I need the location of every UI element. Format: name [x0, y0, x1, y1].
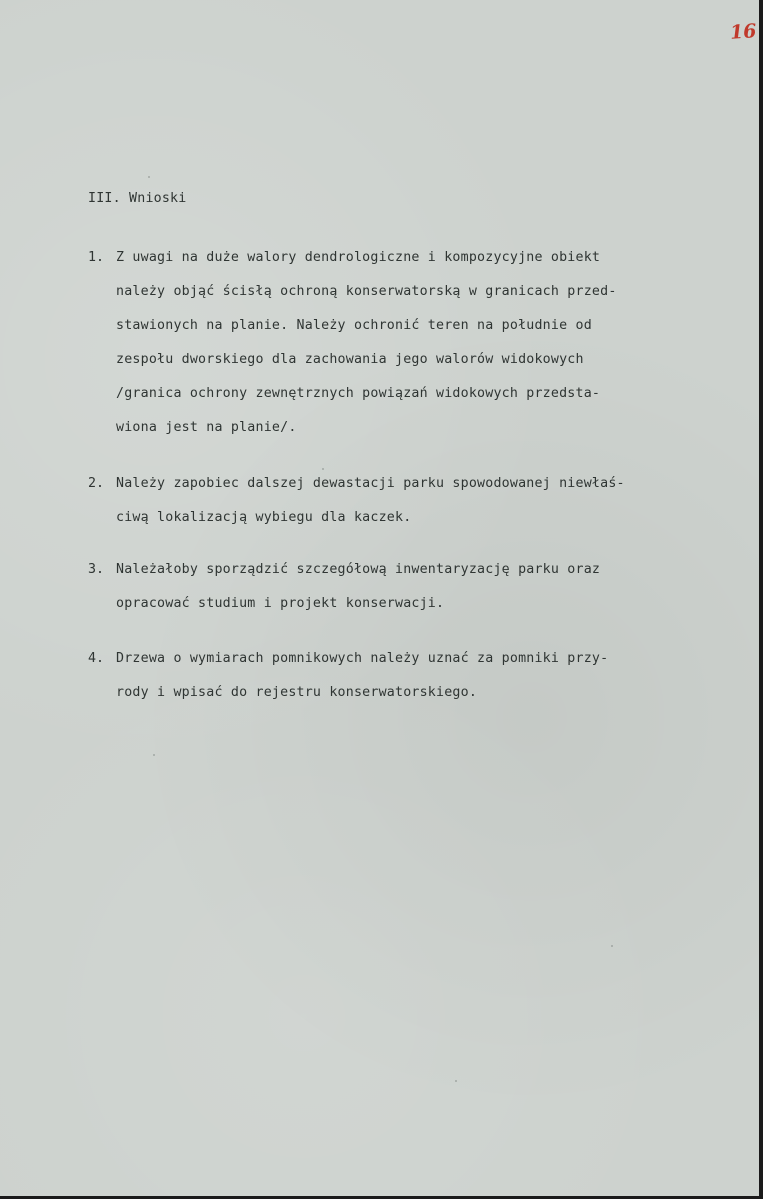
- list-item-line: Należy zapobiec dalszej dewastacji parku spowodowanej niewłaś-: [116, 476, 625, 491]
- list-item-line: stawionych na planie. Należy ochronić teren na południe od: [116, 318, 592, 333]
- list-item-line: Należałoby sporządzić szczegółową inwentaryzację parku oraz: [116, 562, 601, 577]
- list-item-line: opracować studium i projekt konserwacji.: [116, 596, 445, 611]
- list-item-line: wiona jest na planie/.: [116, 420, 297, 435]
- paper-speck: [611, 945, 613, 947]
- paper-speck: [153, 754, 155, 756]
- list-item-line: rody i wpisać do rejestru konserwatorskiego.: [116, 685, 478, 700]
- list-item-number: 1.: [88, 250, 105, 265]
- list-item-line: Z uwagi na duże walory dendrologiczne i kompozycyjne obiekt: [116, 250, 601, 265]
- list-item-line: /granica ochrony zewnętrznych powiązań widokowych przedsta-: [116, 386, 601, 401]
- list-item-line: należy objąć ścisłą ochroną konserwatorską w granicach przed-: [116, 284, 617, 299]
- list-item-number: 3.: [88, 562, 105, 577]
- paper-speck: [322, 468, 324, 470]
- list-item-line: zespołu dworskiego dla zachowania jego walorów widokowych: [116, 352, 584, 367]
- page-number-annotation: 16: [729, 20, 758, 44]
- paper-speck: [455, 1080, 457, 1082]
- list-item-line: Drzewa o wymiarach pomnikowych należy uznać za pomniki przy-: [116, 651, 609, 666]
- list-item-number: 2.: [88, 476, 105, 491]
- paper-speck: [148, 176, 150, 178]
- section-heading: III. Wnioski: [88, 191, 187, 206]
- list-item-line: ciwą lokalizacją wybiegu dla kaczek.: [116, 510, 412, 525]
- list-item-number: 4.: [88, 651, 105, 666]
